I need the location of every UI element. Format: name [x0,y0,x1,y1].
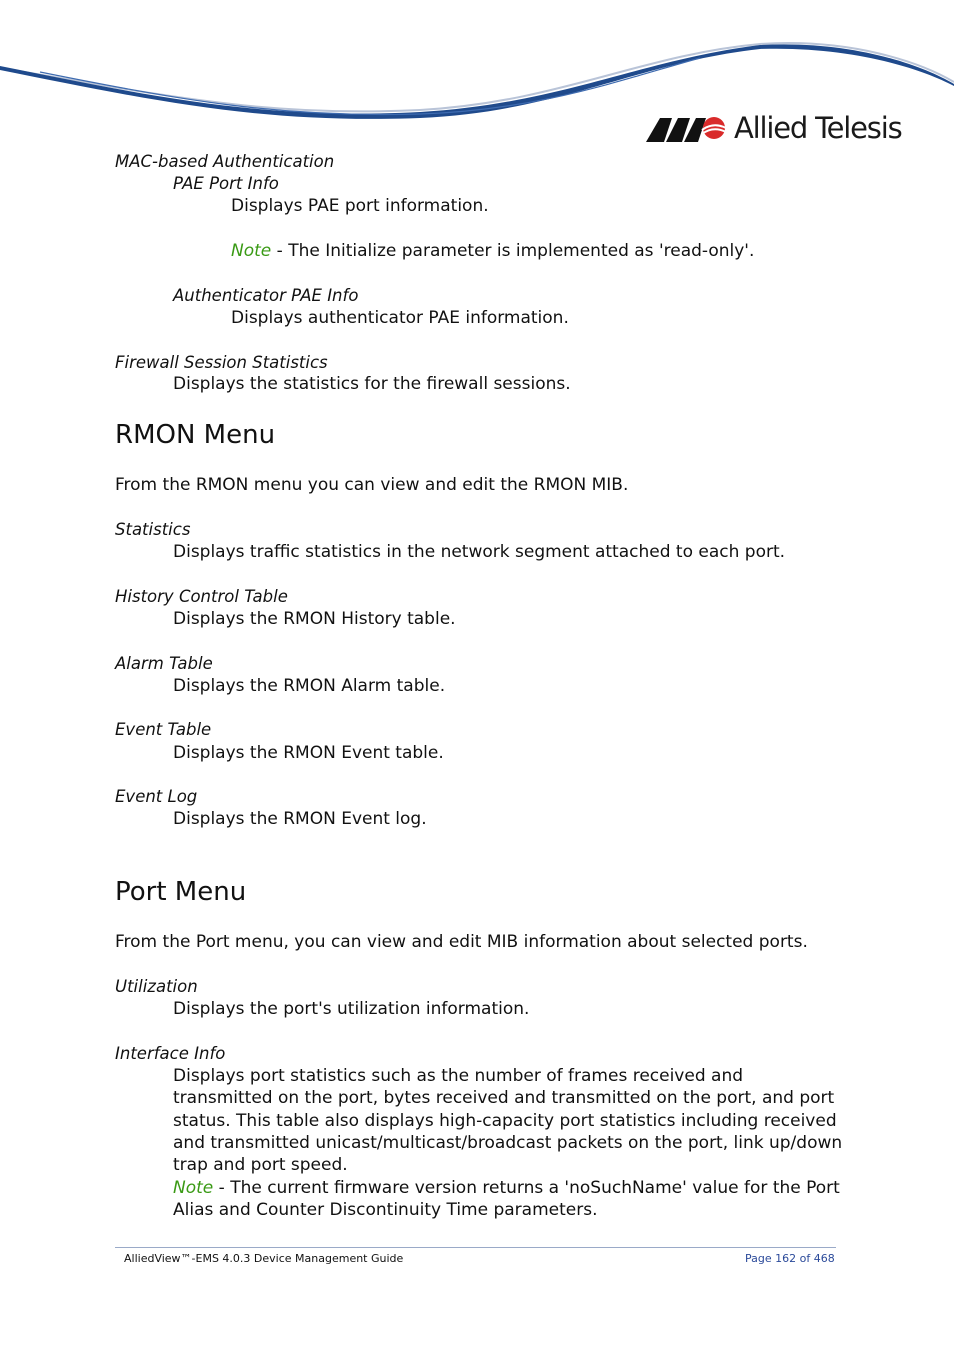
firewall-desc: Displays the statistics for the firewall sessions. [173,374,571,394]
footer-doc-title: AlliedView™-EMS 4.0.3 Device Management Guide [124,1252,404,1265]
rmon-item-term: Event Log [115,787,198,806]
firewall-heading: Firewall Session Statistics [115,353,328,372]
footer-divider [115,1247,836,1248]
rmon-item-term: Event Table [115,720,212,739]
rmon-item-desc: Displays the RMON Event log. [173,809,427,829]
authenticator-pae-title: Authenticator PAE Info [173,286,359,305]
interface-info-term: Interface Info [115,1044,226,1063]
utilization-term: Utilization [115,977,198,996]
note-label: Note [173,1178,214,1198]
note-text: - The Initialize parameter is implemented as 'read-only'. [271,241,755,261]
pae-port-note [231,240,754,262]
allied-telesis-logo [646,108,901,148]
interface-info-desc: Displays port statistics such as the number of frames received and transmitted on the port, bytes received and transmitted on the port, and port status. This table also displays high-capacity port statistics including received and transmitted unicast/multicast/broadcast packets on the port, link up/down trap and port speed. [173,1066,843,1176]
interface-info-note [173,1177,843,1222]
rmon-intro: From the RMON menu you can view and edit the RMON MIB. [115,475,629,495]
page-header [0,0,954,150]
note-text: - The current firmware version returns a 'noSuchName' value for the Port Alias and Counter Discontinuity Time parameters. [173,1178,840,1221]
logo-text: Allied Telesis [734,110,902,145]
mac-auth-heading: MAC-based Authentication [115,152,335,171]
rmon-item-desc: Displays the RMON Event table. [173,743,444,763]
rmon-item-term: Alarm Table [115,654,213,673]
rmon-item-term: Statistics [115,520,191,539]
utilization-desc: Displays the port's utilization information. [173,999,530,1019]
rmon-item-desc: Displays the RMON History table. [173,609,456,629]
rmon-menu-title: RMON Menu [115,420,276,450]
authenticator-pae-desc: Displays authenticator PAE information. [231,308,569,328]
note-label: Note [231,241,272,261]
pae-port-info-desc: Displays PAE port information. [231,196,489,216]
rmon-item-desc: Displays traffic statistics in the network segment attached to each port. [173,542,786,562]
pae-port-info-title: PAE Port Info [173,174,279,193]
rmon-item-term: History Control Table [115,587,288,606]
rmon-item-desc: Displays the RMON Alarm table. [173,676,446,696]
logo-mark-icon [646,114,726,142]
port-intro: From the Port menu, you can view and edit MIB information about selected ports. [115,932,808,952]
port-menu-title: Port Menu [115,877,247,907]
footer-page-number: Page 162 of 468 [745,1252,835,1265]
